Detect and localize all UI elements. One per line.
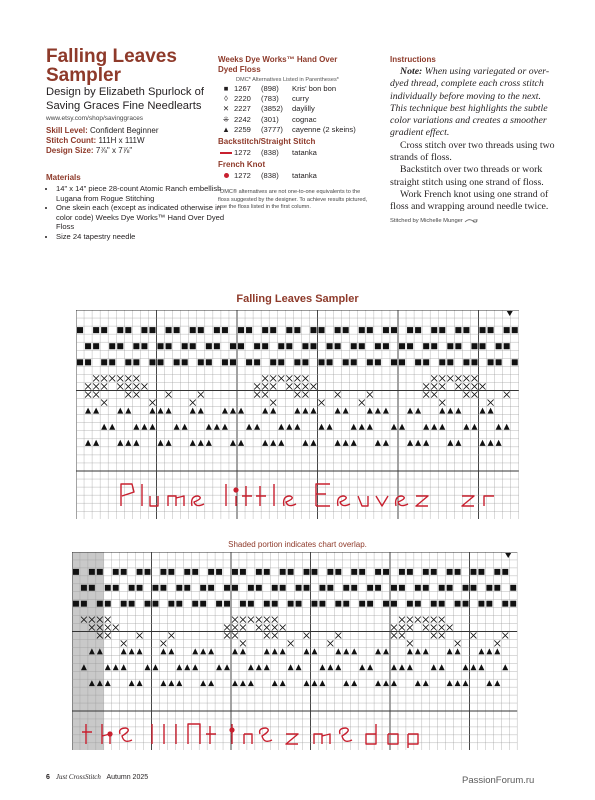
overlap-note: Shaded portion indicates chart overlap.	[228, 540, 367, 549]
chart-title: Falling Leaves Sampler	[236, 293, 359, 305]
floss-key	[218, 55, 383, 212]
chart-part-2	[72, 552, 518, 750]
solid-square-symbol-icon: ■	[223, 84, 229, 93]
floss-heading: Weeks Dye Works™ Hand Over Dyed Floss	[218, 55, 338, 74]
floss-row: ◊ 2220 (783) curry	[218, 94, 383, 104]
triangle-symbol-icon: ▲	[222, 124, 230, 134]
needle-icon	[464, 217, 478, 224]
instructions-cross-stitch: Cross stitch over two threads using two strands of floss.	[390, 139, 555, 164]
project-specs	[46, 126, 236, 156]
materials-list	[46, 184, 236, 242]
french-knot-heading: French Knot	[218, 160, 266, 170]
spec-skill-level: Skill Level: Confident Beginner	[46, 126, 159, 135]
flower-symbol-icon: ⁜	[222, 114, 230, 124]
french-knot-dot-icon	[233, 487, 238, 492]
stitch-symbols	[77, 327, 518, 446]
cross-symbol-icon: ✕	[222, 104, 230, 114]
instructions-heading: Instructions	[390, 55, 436, 64]
stitcher-credit: Stitched by Michelle Munger	[390, 217, 555, 224]
french-knot-dot-icon	[218, 171, 234, 181]
spec-stitch-count: Stitch Count: 111H x 111W	[46, 136, 145, 145]
floss-row: ■ 1267 (898) Kris' bon bon	[218, 84, 383, 94]
materials-item: • 14" x 14" piece 28-count Atomic Ranch embellish Lugana from Rogue Stitching	[56, 184, 236, 203]
instructions-note: Note: When using variegated or over-dyed thread, complete each cross stitch individually before moving to the next. This technique best highlights the subtle color variations and creates a smoother gradient effect.	[390, 66, 550, 139]
floss-subheading: DMC* Alternatives Listed in Parentheses*	[236, 77, 339, 83]
page-footer	[46, 773, 148, 781]
dmc-disclaimer: *DMC® alternatives are not one-to-one equivalents to the floss suggested by the designer. To achieve results pictured, use the floss listed in the first column.	[218, 189, 368, 211]
magazine-name: Just CrossStitch	[55, 773, 101, 781]
instructions-section	[390, 55, 555, 224]
floss-row: ▲ 2259 (3777) cayenne (2 skeins)	[218, 125, 383, 135]
diamond-symbol-icon: ◊	[224, 94, 228, 104]
materials-item: • Size 24 tapestry needle	[56, 232, 236, 242]
instructions-french-knot: Work French knot using one strand of floss and wrapping around needle twice.	[390, 188, 549, 213]
backstitch-line-icon	[218, 148, 234, 158]
chart-part-1	[76, 310, 519, 519]
center-arrow-icon	[507, 311, 513, 316]
backstitch-row: 1272 (838) tatanka	[218, 148, 383, 158]
center-arrow-icon	[505, 553, 511, 558]
floss-row: ⁜ 2242 (301) cognac	[218, 115, 383, 125]
page-title: Falling Leaves Sampler	[46, 46, 177, 86]
instructions-backstitch: Backstitch over two threads or work straight stitch using one strand of floss.	[390, 164, 544, 188]
designer-website[interactable]: www.etsy.com/shop/savinggraces	[46, 115, 144, 122]
issue-date: Autumn 2025	[106, 774, 149, 781]
spec-design-size: Design Size: 7⅞" x 7⅞"	[46, 146, 133, 155]
french-knot-dot-icon	[229, 727, 234, 732]
materials-item: • One skein each (except as indicated otherwise in color code) Weeks Dye Works™ Hand Over Dyed Floss	[56, 203, 236, 232]
materials-heading: Materials	[46, 173, 81, 182]
french-knot-row: 1272 (838) tatanka	[218, 171, 383, 181]
page-number: 6	[46, 774, 50, 781]
backstitch-heading: Backstitch/Straight Stitch	[218, 137, 316, 147]
floss-row: ✕ 2227 (3852) daylilly	[218, 104, 383, 114]
watermark: PassionForum.ru	[462, 775, 535, 786]
materials-section	[46, 173, 236, 242]
designer-credit: Design by Elizabeth Spurlock of Saving Graces Fine Needlearts	[46, 86, 204, 112]
french-knot-dot-icon	[107, 731, 112, 736]
